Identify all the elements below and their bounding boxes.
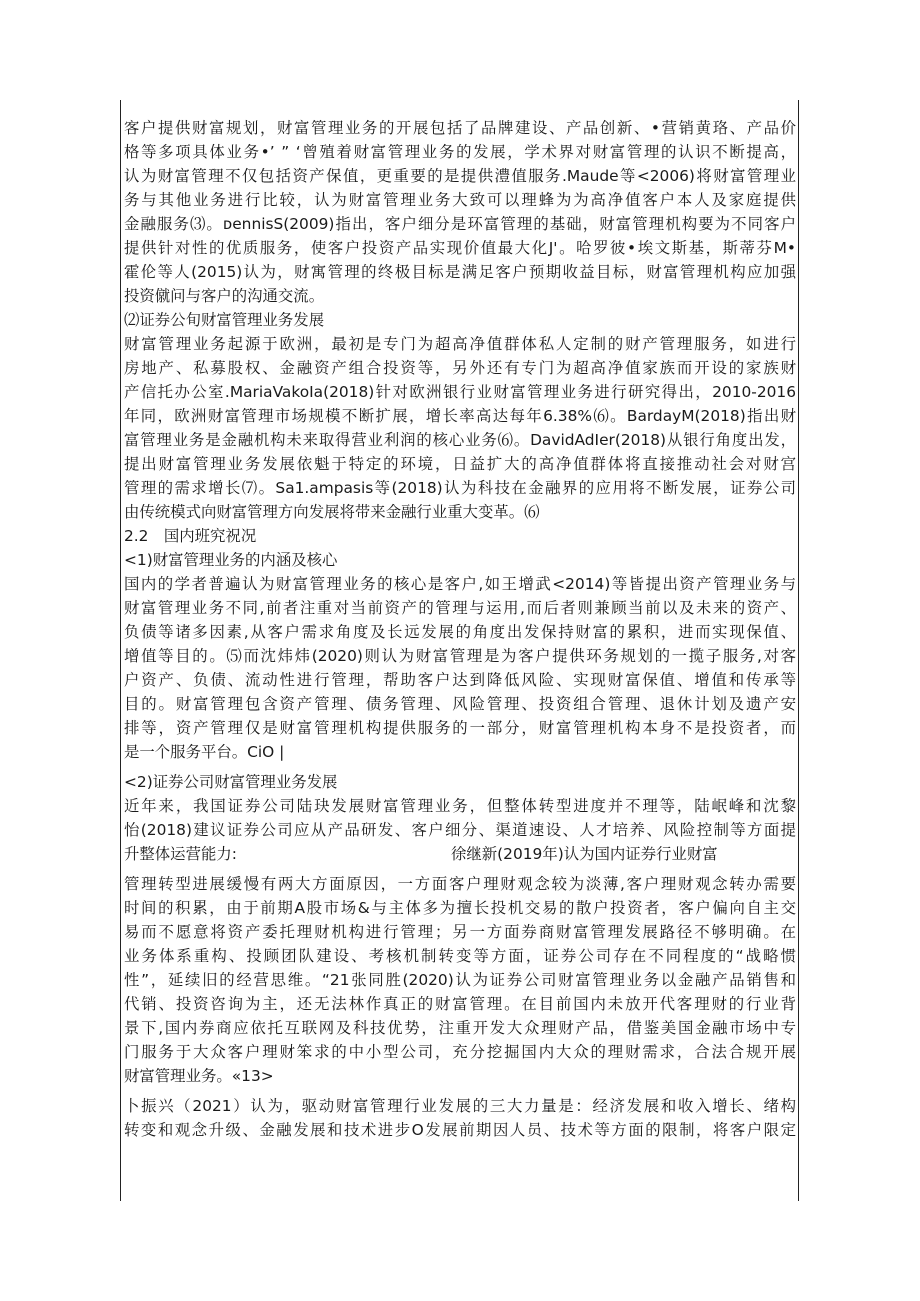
document-body [124, 116, 796, 1142]
text-line: 财富管理业务起源于欧洲，最初是专门为超高净值群体私人定制的财产管理服务，如进行 [124, 335, 796, 353]
text-segment: 升整体运营能力: [124, 845, 237, 863]
text-line: 怡(2018)建议证券公司应从产品研发、客户细分、渠道速设、人才培养、风险控制等方面提 [124, 821, 796, 839]
text-line: 管理转型进展缓慢有两大方面原因，一方面客户理财观念较为淡薄,客户理财观念转办需要 [124, 875, 796, 893]
text-line: 景下,国内券商应依托互联网及科技优势，注重开发大众理财产品，借鉴美国金融市场中专 [124, 1019, 796, 1037]
text-line: 国内的学者普遍认为财富管理业务的核心是客户,如王增武<2014)等皆提出资产管理业务与 [124, 575, 796, 593]
text-segment: 徐继新(2019年)认为国内证券行业财富 [451, 845, 718, 863]
text-line: 金融服务⑶。ᴅennisS(2009)指出，客户细分是环富管理的基础，财富管理机构要为不同客户 [124, 215, 796, 233]
text-line: 是一个服务平台。CiO | [124, 743, 285, 761]
text-line-split [124, 842, 796, 866]
text-line: 时间的积累，由于前期A股市场&与主体多为擅长投机交易的散户投资者，客户偏向自主交 [124, 899, 796, 917]
text-line: 认为财富管理不仅包括资产保值，更重要的是提供澧值服务.Maude等<2006)将财富管理业 [124, 167, 796, 185]
text-line: 增值等目的。⑸而沈炜炜(2020)则认为财富管理是为客户提供环务规划的一揽子服务,对客 [124, 647, 796, 665]
section-heading: 2.2 国内班究祝况 [124, 527, 257, 545]
subsection-heading: <1)财富管理业务的内涵及核心 [124, 551, 338, 569]
text-line: 务与其他业务进行比较，认为财富管理业务大致可以理蜂为为高净值客户本人及家庭提供 [124, 191, 796, 209]
text-line: 格等多项具体业务•’ ” ‘曾殖着财富管理业务的发展，学术界对财富管理的认识不断提高， [124, 143, 796, 161]
text-line: 排等，资产管理仅是财富管理机构提供服务的一部分，财富管理机构本身不是投资者，而 [124, 719, 796, 737]
text-line: 提供针对性的优质服务，使客户投资产品实现价值最大化J'。哈罗彼•埃文斯基，斯蒂芬M• [124, 239, 796, 257]
text-line: 由传统模式向财富管理方向发展将带来金融行业重大变革。⑹ [124, 503, 540, 521]
text-line: 户资产、负债、流动性进行管理，帮助客户达到降低风险、实现财富保值、增值和传承等 [124, 671, 796, 689]
text-line: 提出财富管理业务发展依魁于特定的环境，日益扩大的高净值群体将直接推动社会对财宫 [124, 455, 796, 473]
text-line: 投资僦问与客户的沟通交流。 [124, 287, 325, 305]
text-line: 负债等诸多因素,从客户需求角度及长远发展的角度出发保持财富的累积，进而实现保值、 [124, 623, 796, 641]
text-line: 财富管理业务不同,前者注重对当前资产的管理与运用,而后者则兼顾当前以及未来的资产、 [124, 599, 796, 617]
text-line: 近年来，我国证券公司陆玦发展财富管理业务，但整体转型进度并不理等，陆岷峰和沈黎 [124, 797, 796, 815]
text-line: 霍伦等人(2015)认为，财寓管理的终极目标是满足客户预期收益目标，财富管理机构应加强 [124, 263, 796, 281]
text-line: 业务体系重构、投顾团队建设、考核机制转变等方面，证券公司存在不同程度的“战略惯 [124, 947, 796, 965]
text-line: 门服务于大众客户理财笨求的中小型公司，充分挖掘国内大众的理财需求，合法合规开展 [124, 1043, 796, 1061]
text-line: 财富管理业务。«13> [124, 1067, 274, 1085]
text-line: 房地产、私募股权、金融资产组合投资等，另外还有专门为超高净值家族而开设的家族财 [124, 359, 796, 377]
text-line: 管理的需求增长⑺。Sa1.ampasis等(2018)认为科技在金融界的应用将不断发展，证券公司 [124, 479, 796, 497]
text-line: 转变和观念升级、金融发展和技术进步O发展前期因人员、技术等方面的限制，将客户限定 [124, 1121, 796, 1139]
text-line: 富管理业务是金融机构未来取得营业利润的核心业务⑹。DavidAdIer(2018)从银行角度出发， [124, 431, 796, 449]
text-line: 代销、投资咨询为主，还无法林作真正的财富管理。在目前国内未放开代客理财的行业背 [124, 995, 796, 1013]
text-line: 客户提供财富规划，财富管理业务的开展包括了品牌建设、产品创新、•营销黄珞、产品价 [124, 119, 796, 137]
text-line: 目的。财富管理包含资产管理、债务管理、风险管理、投资组合管理、退休计划及遗产安 [124, 695, 796, 713]
text-line: 性”，延续旧的经营思维。“21张同胜(2020)认为证券公司财富管理业务以金融产品销售和 [124, 971, 796, 989]
text-line: 年同，欧洲财富管理市场规模不断扩展，增长率高达每年6.38%⑹。BardayM(2018)指出财 [124, 407, 796, 425]
text-line: 产信托办公室.MariaVakoIa(2018)针对欧洲银行业财富管理业务进行研究得出，2010-2016 [124, 383, 796, 401]
text-line: 卜振兴（2021）认为，驱动财富管理行业发展的三大力量是：经济发展和收入增长、绪构 [124, 1097, 796, 1115]
subsection-heading: <2)证券公司财富管理业务发展 [124, 773, 338, 791]
text-line: 易而不愿意将资产委托理财机构进行管理；另一方面券商财富管理发展路径不够明确。在 [124, 923, 796, 941]
section-heading: ⑵证券公旬财富管理业务发展 [124, 311, 325, 329]
